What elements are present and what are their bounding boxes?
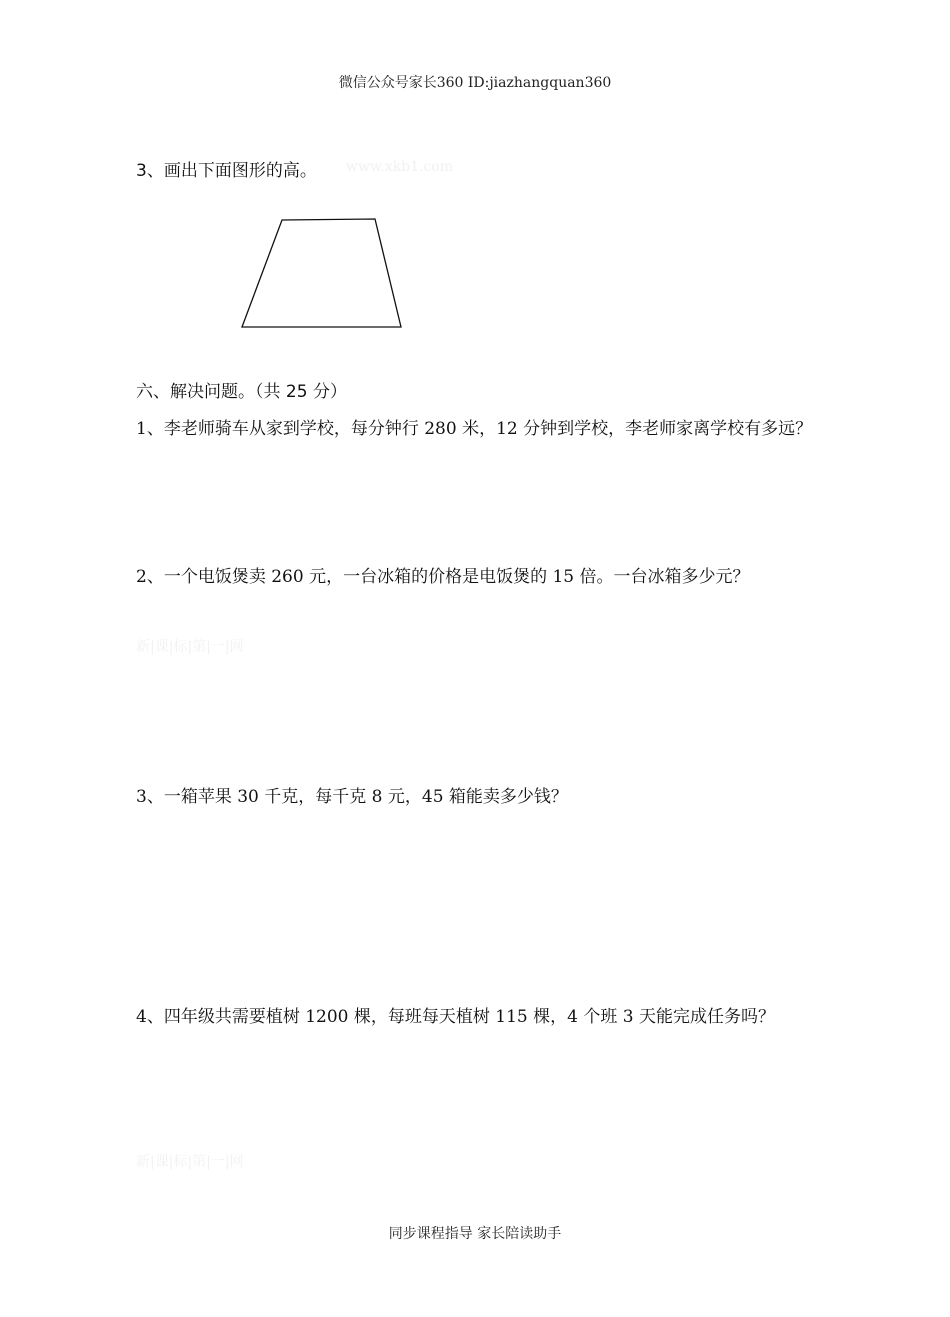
page-footer: 同步课程指导 家长陪读助手 <box>388 1226 562 1242</box>
problem-3: 3、一箱苹果 30 千克，每千克 8 元，45 箱能卖多少钱？ <box>136 787 568 807</box>
trapezoid-figure <box>236 212 411 334</box>
question-draw-height: 3、画出下面图形的高。 <box>136 161 317 181</box>
watermark-text: 新|课|标|第|一|网 <box>136 1154 244 1170</box>
section-title: 六、解决问题。（共 25 分） <box>136 382 347 402</box>
problem-4: 4、四年级共需要植树 1200 棵，每班每天植树 115 棵，4 个班 3 天能完成任务吗？ <box>136 1007 775 1027</box>
watermark-text: 新|课|标|第|一|网 <box>136 639 244 655</box>
page-header: 微信公众号家长360 ID:jiazhangquan360 <box>338 75 612 91</box>
watermark-text: www.xkb1.com <box>346 159 453 175</box>
problem-1: 1、李老师骑车从家到学校，每分钟行 280 米，12 分钟到学校，李老师家离学校有多远？ <box>136 419 813 439</box>
problem-2: 2、一个电饭煲卖 260 元，一台冰箱的价格是电饭煲的 15 倍。一台冰箱多少元？ <box>136 567 750 587</box>
